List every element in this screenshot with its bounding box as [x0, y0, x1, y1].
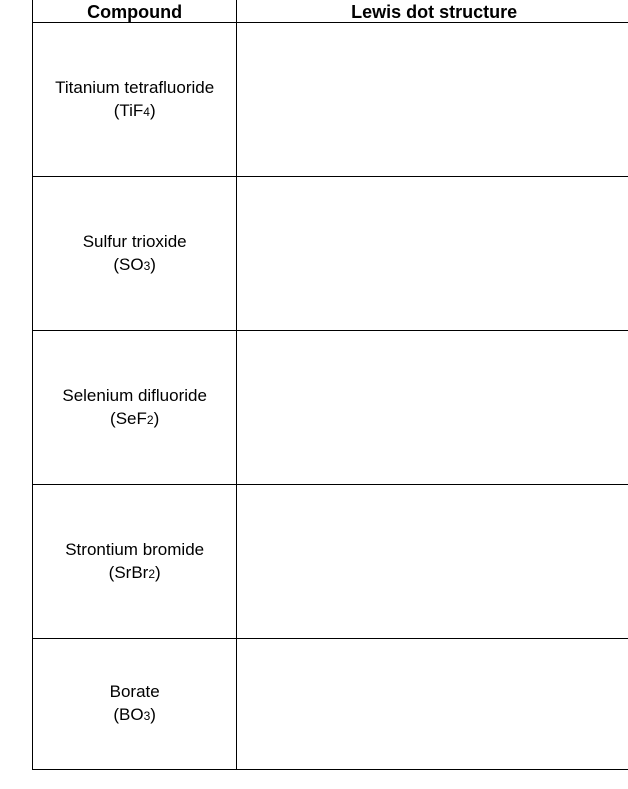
compound-cell [33, 177, 237, 331]
compound-formula: (SeF2) [110, 408, 160, 428]
lewis-structure-answer-cell[interactable] [237, 331, 628, 485]
lewis-structure-answer-cell[interactable] [237, 639, 628, 770]
lewis-structure-answer-cell[interactable] [237, 177, 628, 331]
table-row [33, 177, 628, 331]
formula-subscript: 2 [148, 566, 155, 581]
header-row [33, 0, 628, 23]
compound-formula: (BO3) [113, 705, 156, 724]
compound-formula: (TiF4) [113, 100, 156, 120]
compound-formula: (SrBr2) [108, 562, 161, 582]
formula-subscript: 4 [143, 104, 150, 119]
formula-subscript: 3 [143, 709, 151, 723]
compound-cell [33, 331, 237, 485]
formula-subscript: 3 [143, 258, 151, 273]
compound-cell [33, 485, 237, 639]
compound-cell [33, 639, 237, 770]
lewis-structure-worksheet-table [32, 0, 628, 770]
compound-name: Borate [109, 682, 160, 701]
formula-main: BO [119, 705, 144, 724]
compound-name: Strontium bromide [65, 539, 205, 559]
compound-name: Selenium difluoride [62, 385, 207, 405]
compound-column-header: Compound [33, 0, 237, 23]
lewis-structure-answer-cell[interactable] [237, 23, 628, 177]
formula-main: SeF [115, 408, 147, 428]
lewis-column-header: Lewis dot structure [237, 0, 628, 23]
compound-cell [33, 23, 237, 177]
formula-subscript: 2 [146, 412, 154, 427]
formula-main: SO [119, 254, 144, 274]
compound-formula: (SO3) [113, 254, 156, 274]
table-row [33, 485, 628, 639]
table-row [33, 23, 628, 177]
compound-name: Titanium tetrafluoride [55, 77, 215, 97]
table-row [33, 331, 628, 485]
table-row [33, 639, 628, 770]
formula-main: TiF [119, 100, 144, 120]
compound-name: Sulfur trioxide [82, 231, 187, 251]
lewis-structure-answer-cell[interactable] [237, 485, 628, 639]
formula-main: SrBr [114, 562, 149, 582]
